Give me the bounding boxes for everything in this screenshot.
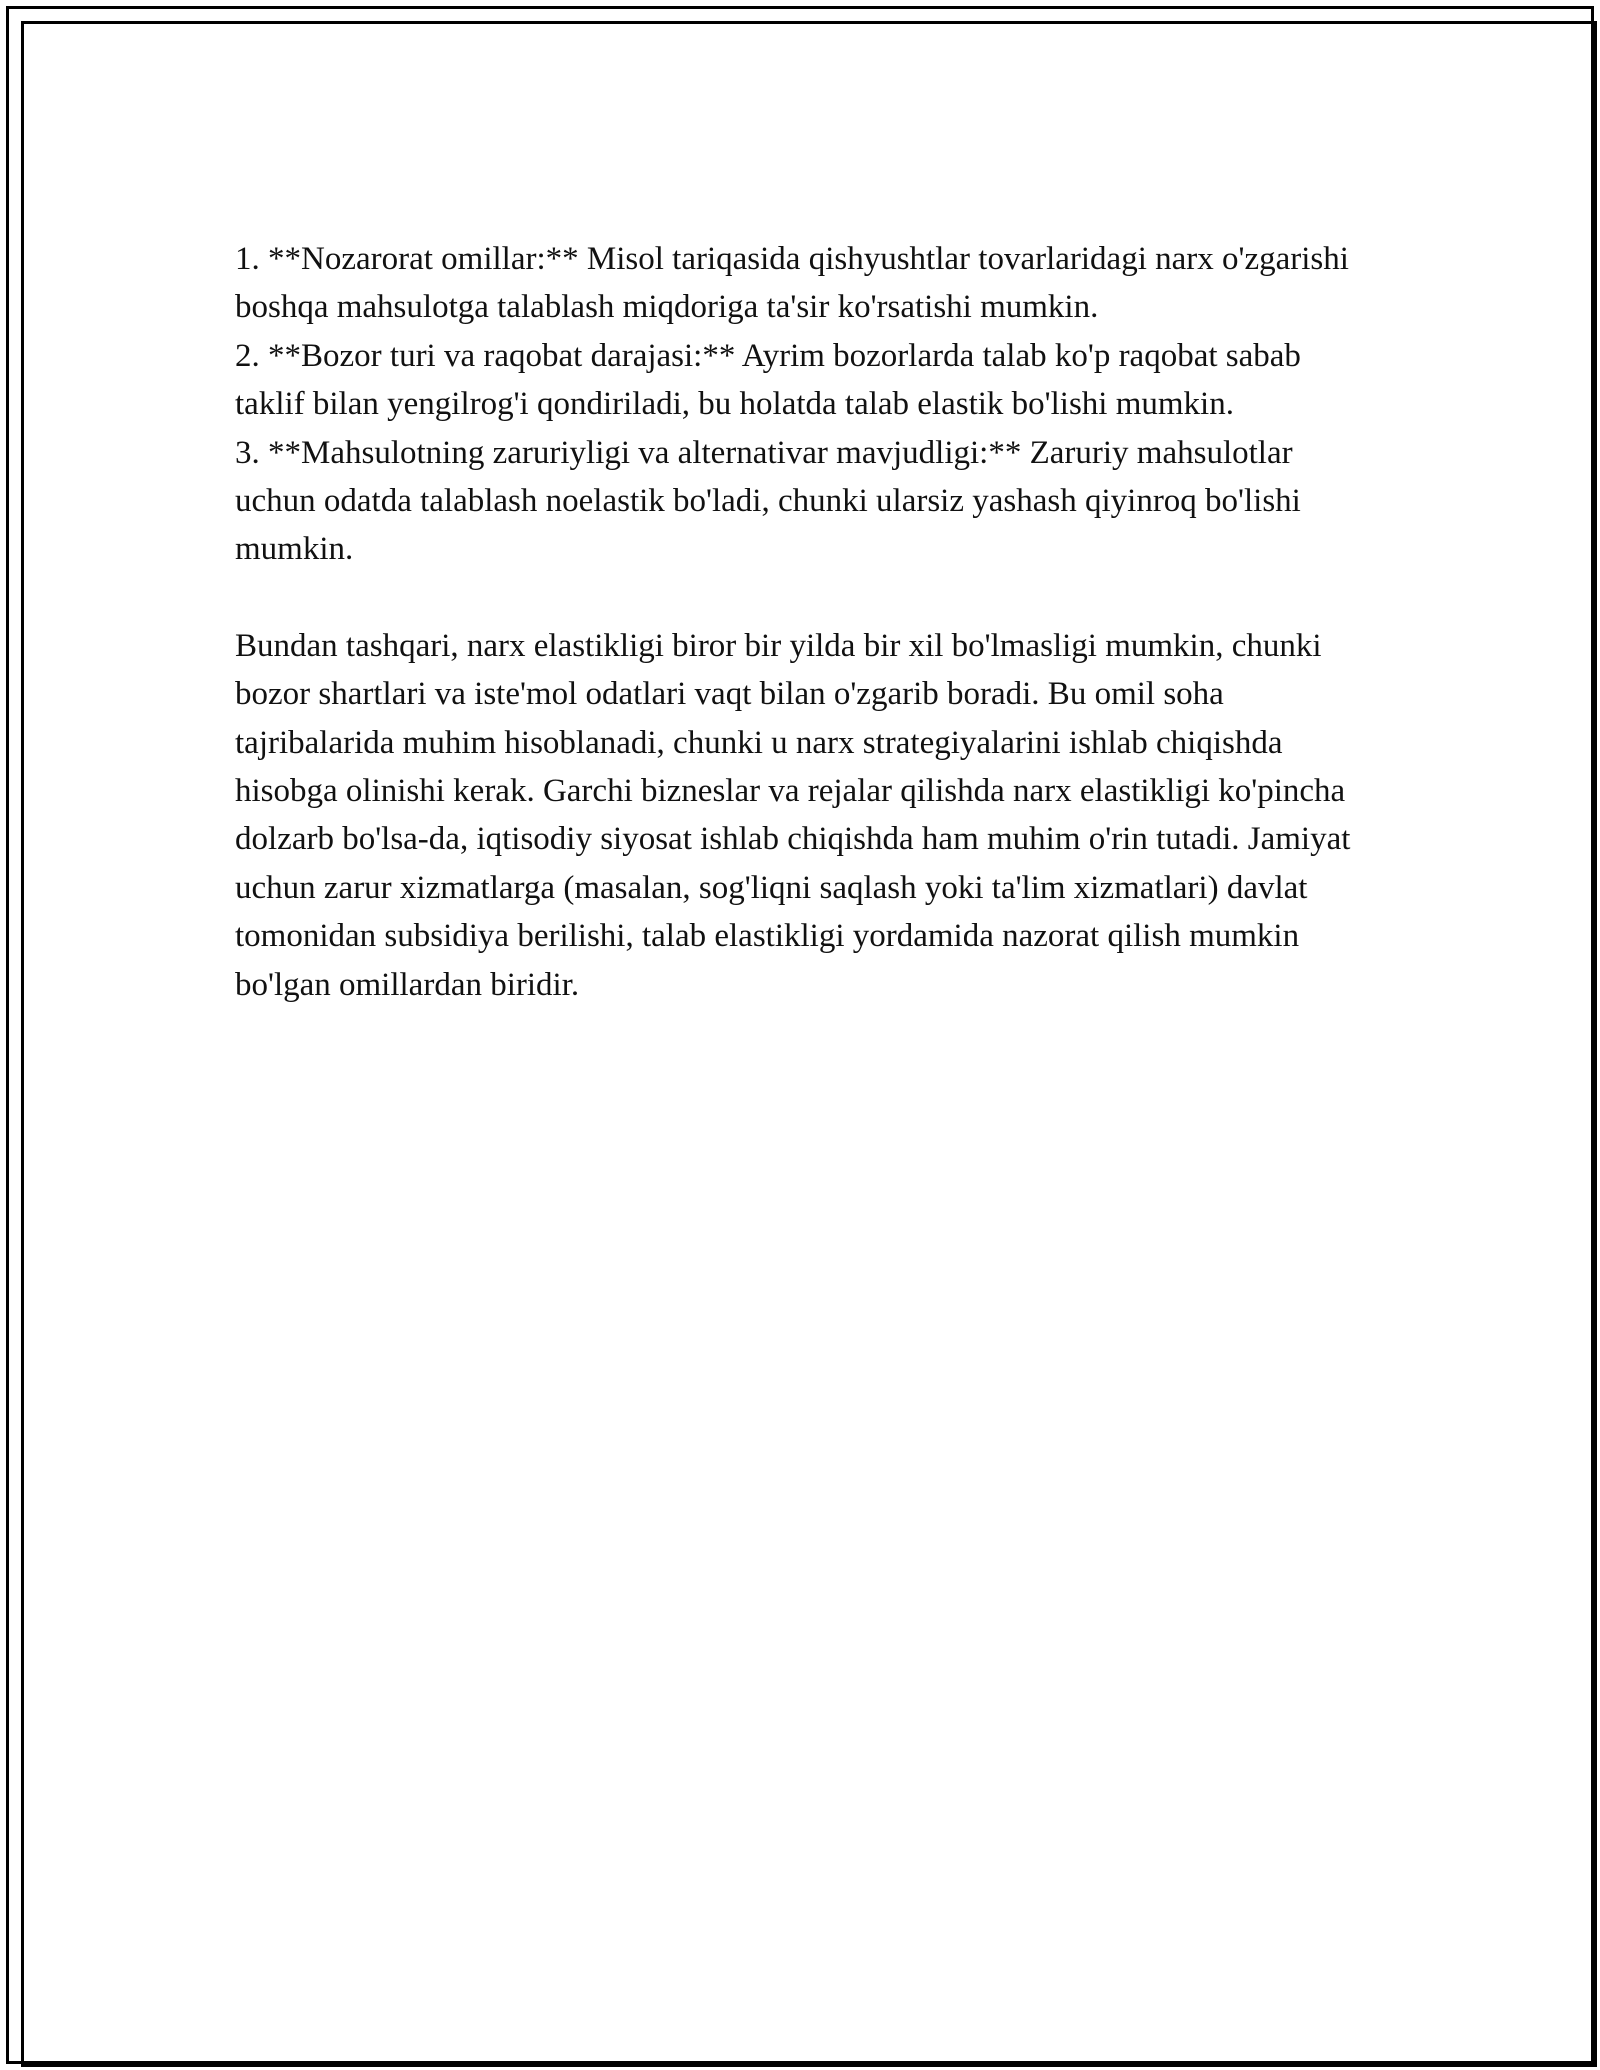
document-body — [235, 235, 1375, 1009]
list-item-2: 2. **Bozor turi va raqobat darajasi:** Ayrim bozorlarda talab ko'p raqobat sabab taklif bilan yengilrog'i qondiriladi, bu holatda talab elastik bo'lishi mumkin. — [235, 337, 1301, 423]
list-item-3: 3. **Mahsulotning zaruriyligi va alternativar mavjudligi:** Zaruriy mahsulotlar uchun odatda talablash noelastik bo'ladi, chunki ularsiz yashash qiyinroq bo'lishi mumkin. — [235, 434, 1301, 568]
body-paragraph: Bundan tashqari, narx elastikligi biror bir yilda bir xil bo'lmasligi mumkin, chunki bozor shartlari va iste'mol odatlari vaqt bilan o'zgarib boradi. Bu omil soha tajribalarida muhim hisoblanadi, chunki u narx strategiyalarini ishlab chiqishda hisobga olinishi kerak. Garchi bizneslar va rejalar qilishda narx elastikligi ko'pincha dolzarb bo'lsa-da, iqtisodiy siyosat ishlab chiqishda ham muhim o'rin tutadi. Jamiyat uchun zarur xizmatlarga (masalan, sog'liqni saqlash yoki ta'lim xizmatlari) davlat tomonidan subsidiya berilishi, talab elastikligi yordamida nazorat qilish mumkin bo'lgan omillardan biridir. — [235, 627, 1351, 1003]
list-item-1: 1. **Nozarorat omillar:** Misol tariqasida qishyushtlar tovarlaridagi narx o'zgarishi boshqa mahsulotga talablash miqdoriga ta'sir ko'rsatishi mumkin. — [235, 241, 1349, 326]
